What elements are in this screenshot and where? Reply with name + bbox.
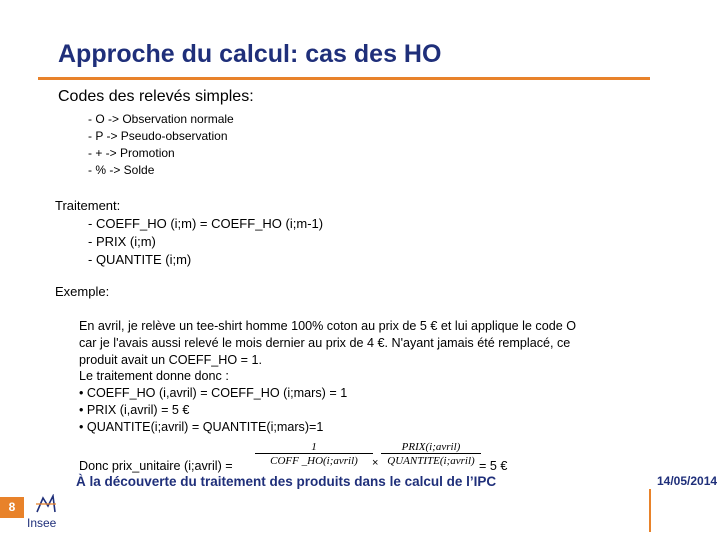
exemple-line: Le traitement donne donc : [79, 369, 229, 384]
exemple-heading: Exemple: [55, 284, 110, 299]
traitement-item: - COEFF_HO (i;m) = COEFF_HO (i;m-1) [88, 216, 324, 231]
insee-logo [27, 494, 63, 534]
exemple-line: • COEFF_HO (i,avril) = COEFF_HO (i;mars) = 1 [79, 386, 348, 401]
code-item: - O -> Observation normale [88, 112, 234, 126]
exemple-line: • PRIX (i,avril) = 5 € [79, 402, 190, 417]
formula-fraction-price [381, 441, 481, 467]
exemple-line: car je l'avais aussi relevé le mois dernier au prix de 4 €. N'ayant jamais été remplacé, ce [79, 335, 571, 350]
page-number: 8 [0, 497, 24, 518]
times-sign: × [372, 457, 379, 469]
codes-heading: Codes des relevés simples: [58, 88, 254, 105]
fraction-numerator: 1 [311, 441, 317, 453]
formula-result: = 5 € [479, 459, 508, 473]
exemple-paragraph [79, 318, 649, 436]
exemple-line: • QUANTITE(i;avril) = QUANTITE(i;mars)=1 [79, 419, 324, 434]
title-underline [38, 77, 650, 80]
insee-logo-text: Insee [27, 516, 57, 530]
price-formula [79, 441, 579, 475]
code-item: - + -> Promotion [88, 146, 175, 160]
footer-date: 14/05/2014 [657, 474, 718, 488]
traitement-heading: Traitement: [55, 198, 121, 213]
traitement-item: - PRIX (i;m) [88, 234, 156, 249]
exemple-line: produit avait un COEFF_HO = 1. [79, 352, 263, 367]
code-item: - P -> Pseudo-observation [88, 129, 228, 143]
traitement-item: - QUANTITE (i;m) [88, 252, 192, 267]
page-title: Approche du calcul: cas des HO [58, 40, 442, 68]
codes-list [88, 111, 234, 179]
formula-label: Donc prix_unitaire (i;avril) = [79, 459, 233, 473]
date-divider [649, 489, 651, 532]
exemple-line: En avril, je relève un tee-shirt homme 100% coton au prix de 5 € et lui applique le code O [79, 319, 577, 333]
traitement-list [88, 215, 323, 269]
formula-fraction-coeff [255, 441, 373, 467]
footer-title: À la découverte du traitement des produits dans le calcul de l’IPC [76, 474, 497, 489]
code-item: - % -> Solde [88, 163, 155, 177]
fraction-denominator: COFF _HO(i;avril) [255, 453, 373, 467]
fraction-numerator: PRIX(i;avril) [401, 441, 461, 453]
fraction-denominator: QUANTITE(i;avril) [381, 453, 481, 467]
insee-logo-icon [35, 494, 57, 514]
